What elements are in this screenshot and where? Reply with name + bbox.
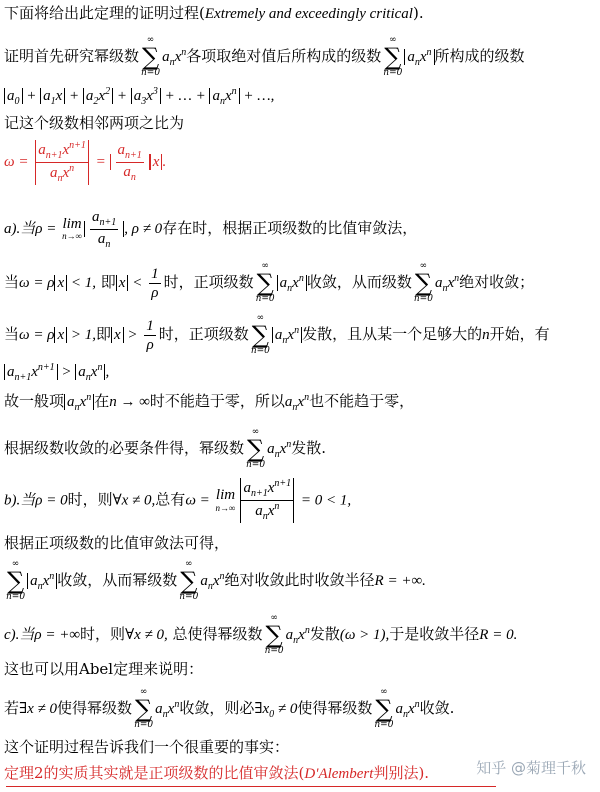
text-seg: 时，正项级数 [163,273,254,291]
ratio-intro [4,114,596,132]
theorem-essence: 定理2的实质其实就是正项级数的比值审敛法(D'Alembert判别法). [4,764,430,782]
case-a-converge: 当ω = ρ x < 1, 即 x < $\frac{1}{\rho}$ 时，正项级数 ∞ ∑ n=0 $a_nx^n$ 收敛，从而级数 ∞ ∑ n=0 $a_nx^n$绝对收敛； [4,261,535,304]
text-seg: 判别法 [373,764,419,782]
text-seg: 即 [100,273,116,291]
text-seg: D'Alembert [304,766,374,782]
text-seg: 绝对收敛； [459,273,535,291]
case-b-conclusion: ∞ ∑ n=0 $a_nx^n$ 收敛，从而幂级数 ∞ ∑ n=0 $a_nx^n$绝对收敛此时收敛半径R = +∞. [6,559,426,602]
abel-line [4,660,596,678]
text-seg: 收敛. [419,699,455,717]
text-seg: 各项取绝对值后所构成的级数 [186,47,382,65]
text-seg: 在 [94,392,110,410]
series-line: $a_0 + a_1x + a_2x^2 + a_3x^3$ + … + $a_nx^n$ + …, [4,86,596,108]
text-seg: 使得幂级数 [297,699,373,717]
text-seg: 绝对收敛此时收敛半径 [224,571,375,589]
case-b-line: b).当ρ = 0时，则∀x ≠ 0,总有ω = lim n→∞ $\frac{a_{n+1}x^{n+1}}{a_nx^n}$ = 0 < 1, [4,478,352,522]
text-seg: 根据级数收敛的必要条件得，幂级数 [4,439,245,457]
text-seg: 当 [4,273,20,291]
text-seg: c).当 [4,627,35,643]
red-underline [6,786,496,787]
text-seg: 也不能趋于零， [309,392,415,410]
text-seg: 定理2的实质其实就是正项级数的比值审敛法 [4,764,299,782]
text-seg: 时，则 [67,490,113,509]
sum-symbol: ∞ ∑ n=0 [141,35,161,78]
text-seg: 于是收敛半径 [389,625,480,643]
proof-start-line: 证明首先研究幂级数 ∞ ∑ n=0 $a_nx^n$各项取绝对值后所构成的级数 ∞ ∑ n=0 $a_nx^n$ 所构成的级数 [4,35,525,78]
text-seg: 记这个级数相邻两项之比为 [4,114,185,132]
text-seg: 时，正项级数 [158,325,249,343]
text-seg: 当 [4,325,20,343]
intro-line: 下面将给出此定理的证明过程(Extremely and exceedingly critical). [4,4,424,22]
text-seg: 这个证明过程告诉我们一个很重要的事实： [4,738,290,756]
text-seg: 即 [95,325,111,343]
text-seg: a).当 [4,220,36,237]
text-seg: 故一般项 [4,392,65,410]
fact-line [4,738,596,756]
case-b-ratio [4,534,596,552]
text-seg: 总有 [155,490,186,509]
case-a-line: a).当ρ = lim n→∞ $\frac{a_{n+1}}{a_n}$ , ρ ≠ 0存在时，根据正项级数的比值审敛法， [4,209,418,250]
sum-symbol: ∞ ∑ n=0 [383,35,403,78]
text-seg: 发散，且从某一个足够大的 [302,325,483,343]
text-seg: 总使得幂级数 [172,625,263,643]
text-seg: 收敛，从而幂级数 [57,571,178,589]
case-a-diverge: 当ω = ρ x > 1,即 x > $\frac{1}{\rho}$ 时，正项级数 ∞ ∑ n=0 $a_nx^n$ 发散，且从某一个足够大的n开始，有 [4,313,550,356]
case-c-line: c).当ρ = +∞时，则∀x ≠ 0, 总使得幂级数 ∞ ∑ n=0 $a_nx^n$发散(ω > 1),于是收敛半径R = 0. [4,613,518,656]
text-seg: 若 [4,699,20,717]
inequality-line: $a_{n+1}x^{n+1} > a_nx^n$ , [4,362,596,384]
text-seg: 使得幂级数 [57,699,133,717]
intro-text: 下面将给出此定理的证明过程 [4,4,200,22]
general-term-line: 故一般项 $a_nx^n$ 在n → ∞时不能趋于零，所以$a_nx^n$也不能趋于零， [4,392,415,413]
text-seg: 时，则 [80,625,126,643]
text-seg: 发散 [309,625,340,643]
omega-formula: ω = $\frac{a_{n+1}x^{n+1}}{a_nx^n}$ = $\frac{a_{n+1}}{a_n}$ x . [4,140,167,184]
text-seg: b).当 [4,492,36,509]
text-seg: 根据正项级数的比值审敛法可得， [4,534,230,552]
intro-paren: Extremely and exceedingly critical [204,6,413,22]
necessary-condition-line: 根据级数收敛的必要条件得，幂级数 ∞ ∑ n=0 $a_nx^n$发散. [4,427,327,470]
text-seg: 发散. [291,439,327,457]
watermark: 知乎 @菊理千秋 [476,759,586,777]
text-seg: 这也可以用Abel定理来说明： [4,660,204,678]
text-seg: 存在时，根据正项级数的比值审敛法， [162,218,418,237]
abel-statement: 若∃x ≠ 0使得幂级数 ∞ ∑ n=0 $a_nx^n$收敛，则必$\exists x_0 \ne 0$使得幂级数 ∞ ∑ n=0 $a_nx^n$收敛. [4,687,455,730]
text-seg: 开始，有 [489,325,550,343]
text-seg: 收敛，从而级数 [306,273,412,291]
text-seg: 证明首先研究幂级数 [4,47,140,65]
text-seg: 收敛，则必 [179,699,255,717]
text-seg: 所构成的级数 [434,47,525,65]
text-seg: 时不能趋于零，所以 [149,392,285,410]
